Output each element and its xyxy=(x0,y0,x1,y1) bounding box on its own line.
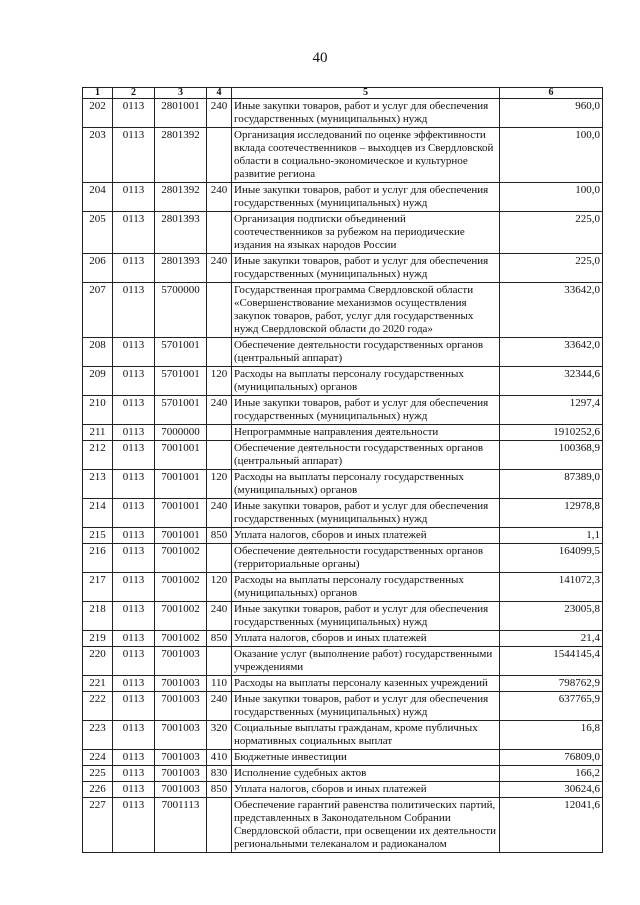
amount: 1544145,4 xyxy=(500,647,603,676)
section-code: 0113 xyxy=(113,283,155,338)
table-row xyxy=(83,338,603,367)
amount: 637765,9 xyxy=(500,692,603,721)
article-code: 7001113 xyxy=(155,798,207,853)
row-number: 219 xyxy=(83,631,113,647)
row-number: 214 xyxy=(83,499,113,528)
amount: 33642,0 xyxy=(500,338,603,367)
row-number: 218 xyxy=(83,602,113,631)
expense-type-code: 830 xyxy=(207,766,232,782)
column-header: 5 xyxy=(232,88,500,99)
article-code: 2801001 xyxy=(155,99,207,128)
item-name: Расходы на выплаты персоналу государственных (муниципальных) органов xyxy=(232,470,500,499)
row-number: 213 xyxy=(83,470,113,499)
article-code: 7001003 xyxy=(155,692,207,721)
section-code: 0113 xyxy=(113,470,155,499)
row-number: 207 xyxy=(83,283,113,338)
table-row xyxy=(83,470,603,499)
section-code: 0113 xyxy=(113,254,155,283)
article-code: 7001001 xyxy=(155,528,207,544)
item-name: Непрограммные направления деятельности xyxy=(232,425,500,441)
amount: 100368,9 xyxy=(500,441,603,470)
amount: 1910252,6 xyxy=(500,425,603,441)
amount: 1297,4 xyxy=(500,396,603,425)
expense-type-code: 240 xyxy=(207,99,232,128)
row-number: 215 xyxy=(83,528,113,544)
article-code: 7001003 xyxy=(155,647,207,676)
table-row xyxy=(83,212,603,254)
row-number: 212 xyxy=(83,441,113,470)
table-row xyxy=(83,798,603,853)
column-header: 2 xyxy=(113,88,155,99)
item-name: Иные закупки товаров, работ и услуг для обеспечения государственных (муниципальных) нужд xyxy=(232,692,500,721)
row-number: 202 xyxy=(83,99,113,128)
section-code: 0113 xyxy=(113,338,155,367)
item-name: Иные закупки товаров, работ и услуг для обеспечения государственных (муниципальных) нужд xyxy=(232,99,500,128)
expense-type-code xyxy=(207,128,232,183)
article-code: 7001002 xyxy=(155,573,207,602)
expense-type-code: 850 xyxy=(207,528,232,544)
item-name: Бюджетные инвестиции xyxy=(232,750,500,766)
article-code: 7001001 xyxy=(155,470,207,499)
item-name: Социальные выплаты гражданам, кроме публичных нормативных социальных выплат xyxy=(232,721,500,750)
table-row xyxy=(83,396,603,425)
row-number: 227 xyxy=(83,798,113,853)
row-number: 226 xyxy=(83,782,113,798)
expense-type-code: 120 xyxy=(207,470,232,499)
column-header: 3 xyxy=(155,88,207,99)
row-number: 225 xyxy=(83,766,113,782)
article-code: 2801393 xyxy=(155,212,207,254)
row-number: 223 xyxy=(83,721,113,750)
row-number: 205 xyxy=(83,212,113,254)
expense-type-code xyxy=(207,798,232,853)
article-code: 5701001 xyxy=(155,396,207,425)
item-name: Иные закупки товаров, работ и услуг для обеспечения государственных (муниципальных) нужд xyxy=(232,254,500,283)
expense-type-code: 110 xyxy=(207,676,232,692)
item-name: Исполнение судебных актов xyxy=(232,766,500,782)
item-name: Оказание услуг (выполнение работ) государственными учреждениями xyxy=(232,647,500,676)
row-number: 203 xyxy=(83,128,113,183)
table-row xyxy=(83,183,603,212)
expense-type-code: 120 xyxy=(207,367,232,396)
article-code: 2801393 xyxy=(155,254,207,283)
row-number: 220 xyxy=(83,647,113,676)
expense-type-code xyxy=(207,425,232,441)
article-code: 7001002 xyxy=(155,544,207,573)
section-code: 0113 xyxy=(113,528,155,544)
table-row xyxy=(83,254,603,283)
article-code: 7001002 xyxy=(155,631,207,647)
article-code: 7001001 xyxy=(155,441,207,470)
item-name: Расходы на выплаты персоналу казенных учреждений xyxy=(232,676,500,692)
amount: 30624,6 xyxy=(500,782,603,798)
section-code: 0113 xyxy=(113,750,155,766)
article-code: 7001003 xyxy=(155,766,207,782)
item-name: Иные закупки товаров, работ и услуг для обеспечения государственных (муниципальных) нужд xyxy=(232,602,500,631)
section-code: 0113 xyxy=(113,99,155,128)
article-code: 7001003 xyxy=(155,721,207,750)
amount: 1,1 xyxy=(500,528,603,544)
amount: 33642,0 xyxy=(500,283,603,338)
amount: 164099,5 xyxy=(500,544,603,573)
row-number: 217 xyxy=(83,573,113,602)
section-code: 0113 xyxy=(113,798,155,853)
amount: 798762,9 xyxy=(500,676,603,692)
article-code: 5700000 xyxy=(155,283,207,338)
amount: 21,4 xyxy=(500,631,603,647)
section-code: 0113 xyxy=(113,441,155,470)
row-number: 209 xyxy=(83,367,113,396)
column-header: 6 xyxy=(500,88,603,99)
section-code: 0113 xyxy=(113,499,155,528)
article-code: 7001003 xyxy=(155,676,207,692)
section-code: 0113 xyxy=(113,782,155,798)
item-name: Уплата налогов, сборов и иных платежей xyxy=(232,631,500,647)
item-name: Обеспечение гарантий равенства политических партий, представленных в Законодательном Собрании Свердловской области, при освещении их деятельности региональными телеканалом и радиоканалом xyxy=(232,798,500,853)
amount: 225,0 xyxy=(500,212,603,254)
item-name: Обеспечение деятельности государственных органов (центральный аппарат) xyxy=(232,441,500,470)
amount: 32344,6 xyxy=(500,367,603,396)
expense-type-code: 240 xyxy=(207,602,232,631)
article-code: 5701001 xyxy=(155,338,207,367)
amount: 12978,8 xyxy=(500,499,603,528)
expense-type-code: 850 xyxy=(207,782,232,798)
row-number: 224 xyxy=(83,750,113,766)
item-name: Иные закупки товаров, работ и услуг для обеспечения государственных (муниципальных) нужд xyxy=(232,183,500,212)
row-number: 221 xyxy=(83,676,113,692)
expense-type-code: 320 xyxy=(207,721,232,750)
section-code: 0113 xyxy=(113,212,155,254)
article-code: 7001001 xyxy=(155,499,207,528)
article-code: 7001002 xyxy=(155,602,207,631)
table-row xyxy=(83,283,603,338)
row-number: 216 xyxy=(83,544,113,573)
expense-type-code xyxy=(207,283,232,338)
table-row xyxy=(83,544,603,573)
item-name: Расходы на выплаты персоналу государственных (муниципальных) органов xyxy=(232,367,500,396)
table-row xyxy=(83,692,603,721)
expense-type-code: 850 xyxy=(207,631,232,647)
article-code: 7001003 xyxy=(155,750,207,766)
section-code: 0113 xyxy=(113,676,155,692)
item-name: Государственная программа Свердловской области «Совершенствование механизмов осуществления закупок товаров, работ, услуг для государственных нужд Свердловской области до 2020 года» xyxy=(232,283,500,338)
row-number: 210 xyxy=(83,396,113,425)
table-row xyxy=(83,647,603,676)
section-code: 0113 xyxy=(113,647,155,676)
article-code: 2801392 xyxy=(155,183,207,212)
expense-type-code: 240 xyxy=(207,396,232,425)
article-code: 7000000 xyxy=(155,425,207,441)
article-code: 7001003 xyxy=(155,782,207,798)
expense-type-code: 410 xyxy=(207,750,232,766)
section-code: 0113 xyxy=(113,396,155,425)
page-number: 40 xyxy=(312,50,328,66)
table-row xyxy=(83,766,603,782)
item-name: Уплата налогов, сборов и иных платежей xyxy=(232,782,500,798)
amount: 76809,0 xyxy=(500,750,603,766)
amount: 166,2 xyxy=(500,766,603,782)
amount: 960,0 xyxy=(500,99,603,128)
item-name: Организация исследований по оценке эффективности вклада соотечественников – выходцев из Свердловской области в социально-экономическое и культурное развитие региона xyxy=(232,128,500,183)
amount: 16,8 xyxy=(500,721,603,750)
amount: 141072,3 xyxy=(500,573,603,602)
section-code: 0113 xyxy=(113,692,155,721)
item-name: Обеспечение деятельности государственных органов (центральный аппарат) xyxy=(232,338,500,367)
section-code: 0113 xyxy=(113,425,155,441)
row-number: 222 xyxy=(83,692,113,721)
amount: 100,0 xyxy=(500,183,603,212)
table-row xyxy=(83,99,603,128)
section-code: 0113 xyxy=(113,367,155,396)
row-number: 206 xyxy=(83,254,113,283)
amount: 100,0 xyxy=(500,128,603,183)
article-code: 5701001 xyxy=(155,367,207,396)
table-row xyxy=(83,676,603,692)
table-row xyxy=(83,367,603,396)
article-code: 2801392 xyxy=(155,128,207,183)
expense-type-code: 120 xyxy=(207,573,232,602)
section-code: 0113 xyxy=(113,128,155,183)
amount: 87389,0 xyxy=(500,470,603,499)
table-row xyxy=(83,425,603,441)
expense-type-code xyxy=(207,212,232,254)
section-code: 0113 xyxy=(113,544,155,573)
item-name: Уплата налогов, сборов и иных платежей xyxy=(232,528,500,544)
expense-type-code xyxy=(207,441,232,470)
table-row xyxy=(83,573,603,602)
expense-type-code: 240 xyxy=(207,692,232,721)
table-row xyxy=(83,750,603,766)
table-row xyxy=(83,528,603,544)
table-row xyxy=(83,602,603,631)
section-code: 0113 xyxy=(113,721,155,750)
item-name: Иные закупки товаров, работ и услуг для обеспечения государственных (муниципальных) нужд xyxy=(232,499,500,528)
column-header: 4 xyxy=(207,88,232,99)
item-name: Расходы на выплаты персоналу государственных (муниципальных) органов xyxy=(232,573,500,602)
expense-type-code xyxy=(207,338,232,367)
expense-type-code: 240 xyxy=(207,499,232,528)
table-row xyxy=(83,782,603,798)
header-row xyxy=(83,88,603,99)
section-code: 0113 xyxy=(113,183,155,212)
row-number: 204 xyxy=(83,183,113,212)
budget-table xyxy=(82,87,603,853)
table-row xyxy=(83,631,603,647)
table-row xyxy=(83,128,603,183)
table-row xyxy=(83,441,603,470)
row-number: 208 xyxy=(83,338,113,367)
section-code: 0113 xyxy=(113,766,155,782)
amount: 225,0 xyxy=(500,254,603,283)
expense-type-code: 240 xyxy=(207,254,232,283)
expense-type-code: 240 xyxy=(207,183,232,212)
section-code: 0113 xyxy=(113,602,155,631)
expense-type-code xyxy=(207,544,232,573)
table-row xyxy=(83,499,603,528)
row-number: 211 xyxy=(83,425,113,441)
column-header: 1 xyxy=(83,88,113,99)
item-name: Иные закупки товаров, работ и услуг для обеспечения государственных (муниципальных) нужд xyxy=(232,396,500,425)
item-name: Обеспечение деятельности государственных органов (территориальные органы) xyxy=(232,544,500,573)
section-code: 0113 xyxy=(113,631,155,647)
section-code: 0113 xyxy=(113,573,155,602)
item-name: Организация подписки объединений соотечественников за рубежом на периодические издания на языках народов России xyxy=(232,212,500,254)
table-row xyxy=(83,721,603,750)
amount: 12041,6 xyxy=(500,798,603,853)
amount: 23005,8 xyxy=(500,602,603,631)
expense-type-code xyxy=(207,647,232,676)
